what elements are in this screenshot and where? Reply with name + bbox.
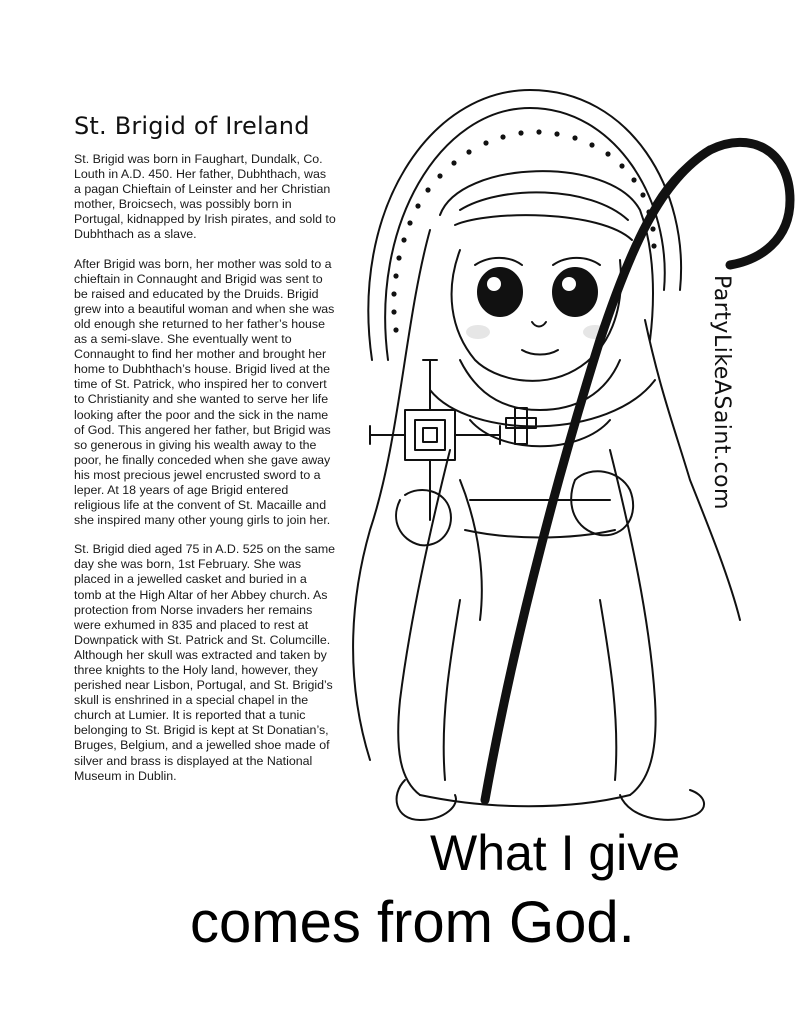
crozier-staff — [485, 142, 790, 800]
biography-text — [74, 152, 336, 798]
bio-paragraph-3: St. Brigid died aged 75 in A.D. 525 on the same day she was born, 1st February. She was placed in a jewelled casket and buried in a tomb at the High Altar of her Abbey church. As protection from Norse invaders her remains were exhumed in 835 and placed to rest at Downpatick with St. Patrick and St. Columcille. Although her skull was extracted and taken by three knights to the Holy land, however, they perished near Lisbon, Portugal, and St. Brigid’s skull is enshrined in a special chapel in the church at Lumier. It is reported that a tunic belonging to St. Brigid is kept at St Donatian’s, Bruges, Belgium, and a jewelled shoe made of silver and brass is displayed at the National Museum in Dublin. — [74, 542, 336, 783]
quote-banner — [160, 820, 780, 960]
website-watermark: PartyLikeASaint.com — [709, 275, 734, 510]
veil — [353, 171, 740, 760]
brigids-cross-icon — [370, 360, 500, 520]
page-title: St. Brigid of Ireland — [74, 112, 310, 140]
bio-paragraph-2: After Brigid was born, her mother was sold to a chieftain in Connaught and Brigid was sent to be raised and educated by the Druids. Brigid grew into a beautiful woman and when she was old enough she returned to her father’s house as a semi-slave. She eventually went to Connaught to find her mother and brought her home to Dubhthach’s house. Brigid lived at the time of St. Patrick, who inspired her to convert to Christianity and she wanted to serve her life looking after the poor and the sick in the name of God. This angered her father, but Brigid was so generous in giving his wealth away to the poor, he finally conceded when she gave away his most precious jewel encrusted sword to a leper. At 18 years of age Brigid entered religious life at the convent of St. Macaille and she inspired many other young girls to join her. — [74, 256, 335, 528]
wimple — [430, 360, 655, 446]
quote-line-1: What I give — [430, 825, 681, 881]
quote-line-2: comes from God. — [190, 890, 635, 955]
halo — [368, 90, 681, 360]
bio-paragraph-1: St. Brigid was born in Faughart, Dundalk, Co. Louth in A.D. 450. Her father, Dubhthach, was a pagan Chieftain of Leinster and her Christian mother, Broicsech, was possibly born in Portugal, kidnapped by Irish pirates, and sold to Dubhthach as a slave. — [74, 152, 336, 242]
left-hand — [396, 490, 451, 545]
